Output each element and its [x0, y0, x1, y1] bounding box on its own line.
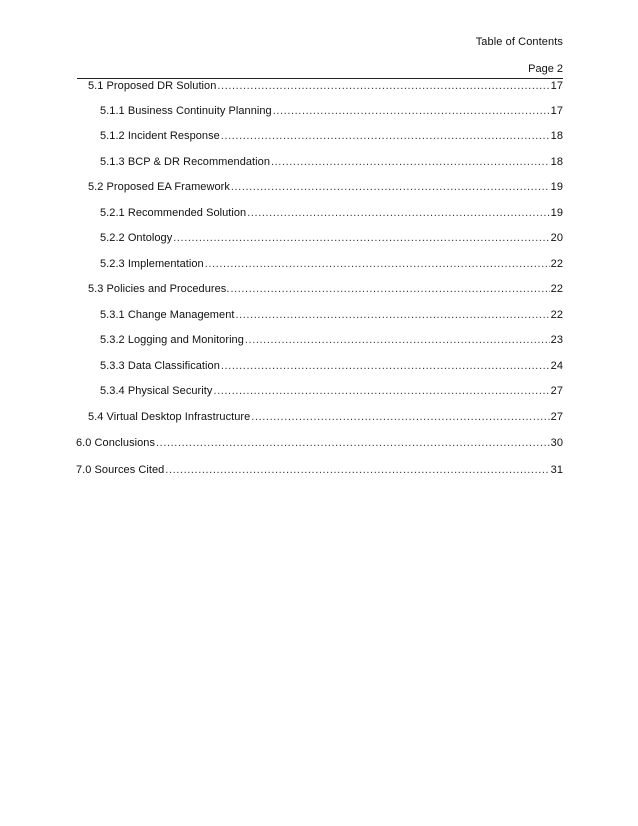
toc-entry-label: 5.2.2 Ontology: [100, 232, 173, 244]
toc-leader-dots: [221, 359, 550, 373]
toc-leader-dots: [235, 308, 549, 322]
toc-entry-label: 7.0 Sources Cited: [76, 464, 165, 476]
document-section-title: Table of Contents: [475, 36, 563, 48]
toc-entry-label: 5.1 Proposed DR Solution: [88, 80, 217, 92]
toc-leader-dots: [245, 333, 550, 347]
toc-leader-dots: [165, 463, 549, 477]
toc-entry[interactable]: [100, 129, 563, 143]
toc-entry-page: 19: [550, 207, 563, 219]
toc-leader-dots: [273, 104, 550, 118]
toc-entry-label: 5.3.1 Change Management: [100, 309, 235, 321]
toc-entry-page: 18: [550, 130, 563, 142]
toc-entry-label: 5.3.3 Data Classification: [100, 360, 220, 372]
toc-entry[interactable]: [100, 308, 563, 322]
toc-leader-dots: [213, 384, 549, 398]
toc-entry-page: 22: [550, 309, 563, 321]
toc-entry-page: 31: [550, 464, 563, 476]
toc-entry[interactable]: [100, 359, 563, 373]
toc-leader-dots: [221, 129, 550, 143]
toc-leader-dots: [271, 155, 550, 169]
toc-leader-dots: [156, 436, 550, 450]
toc-entry-label: 5.2 Proposed EA Framework: [88, 181, 230, 193]
toc-entry[interactable]: [76, 436, 563, 450]
toc-entry-page: 18: [550, 156, 563, 168]
toc-entry-label: 5.4 Virtual Desktop Infrastructure: [88, 411, 251, 423]
toc-entry-page: 17: [550, 105, 563, 117]
toc-entry-page: 19: [550, 181, 563, 193]
toc-entry-label: 5.1.3 BCP & DR Recommendation: [100, 156, 270, 168]
toc-entry-label: 5.3.4 Physical Security: [100, 385, 213, 397]
toc-entry-label: 5.2.1 Recommended Solution: [100, 207, 247, 219]
toc-entry[interactable]: [100, 384, 563, 398]
toc-entry[interactable]: [100, 155, 563, 169]
toc-entry-page: 23: [550, 334, 563, 346]
toc-entry-label: 5.1.1 Business Continuity Planning: [100, 105, 272, 117]
toc-entry[interactable]: [88, 180, 563, 194]
toc-entry-page: 30: [550, 437, 563, 449]
toc-entry[interactable]: [100, 104, 563, 118]
toc-leader-dots: [173, 231, 549, 245]
toc-entry[interactable]: [100, 231, 563, 245]
toc-entry[interactable]: [88, 410, 563, 424]
toc-entry-page: 24: [550, 360, 563, 372]
toc-entry-page: 17: [550, 80, 563, 92]
toc-entry-page: 27: [550, 411, 563, 423]
toc-leader-dots: [251, 410, 549, 424]
toc-entry-page: 20: [550, 232, 563, 244]
toc-leader-dots: [230, 282, 549, 296]
toc-entry-label: 5.2.3 Implementation: [100, 258, 204, 270]
toc-entry-label: 5.3.2 Logging and Monitoring: [100, 334, 244, 346]
page-number: Page 2: [528, 63, 563, 75]
toc-entry[interactable]: [100, 333, 563, 347]
toc-leader-dots: [231, 180, 550, 194]
toc-entry-label: 5.1.2 Incident Response: [100, 130, 220, 142]
toc-entry[interactable]: [76, 463, 563, 477]
toc-leader-dots: [217, 79, 549, 93]
toc-entry-label: 5.3 Policies and Procedures.: [88, 283, 230, 295]
toc-entry[interactable]: [100, 206, 563, 220]
toc-entry[interactable]: [88, 282, 563, 296]
toc-leader-dots: [247, 206, 549, 220]
toc-entry-page: 27: [550, 385, 563, 397]
toc-leader-dots: [205, 257, 550, 271]
toc-entry-label: 6.0 Conclusions: [76, 437, 156, 449]
toc-entry[interactable]: [88, 79, 563, 93]
toc-entry-page: 22: [550, 283, 563, 295]
toc-entry-page: 22: [550, 258, 563, 270]
toc-entry[interactable]: [100, 257, 563, 271]
